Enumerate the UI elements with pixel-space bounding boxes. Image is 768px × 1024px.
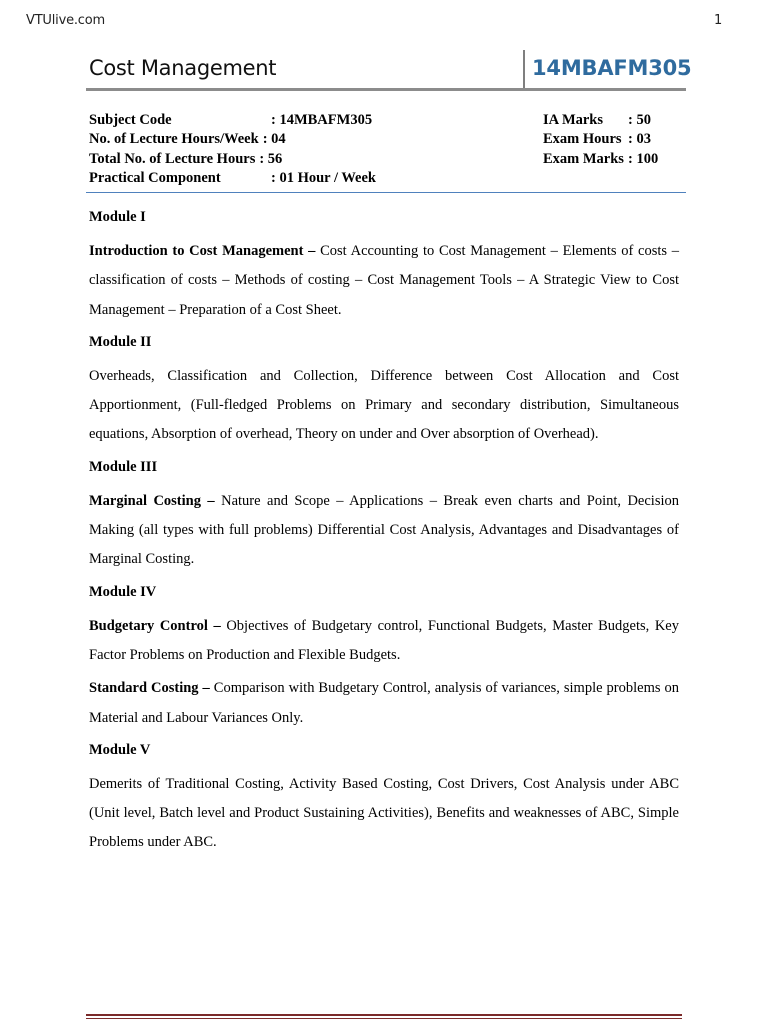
- subject-code-heading: 14MBAFM305: [532, 56, 692, 80]
- info-label: Subject Code: [89, 112, 172, 128]
- site-name: VTUlive.com: [26, 13, 105, 28]
- info-value: : 56: [259, 150, 283, 167]
- module-heading: Module II: [89, 333, 152, 350]
- info-value: : 03: [628, 131, 651, 148]
- topic-lead: Marginal Costing –: [89, 492, 215, 509]
- module-paragraph: [89, 237, 679, 325]
- topic-text: Overheads, Classification and Collection, Difference between Cost Allocation and Cost Apportionment, (Full-fledged Problems on Primary and secondary distribution, Simultaneous equations, Absorption of overhead, Theory on under and Over absorption of Overhead).: [89, 367, 679, 443]
- info-label: No. of Lecture Hours/Week: [89, 131, 259, 148]
- info-row: [89, 150, 376, 169]
- info-row: [543, 130, 658, 149]
- info-value: : 100: [628, 150, 659, 167]
- topic-text: Objectives of Budgetary control, Functional Budgets, Master Budgets, Key Factor Problems on Production and Flexible Budgets.: [89, 617, 679, 663]
- module-paragraph: [89, 770, 679, 858]
- course-info-right: [543, 111, 658, 169]
- page-number: 1: [714, 13, 723, 28]
- info-row: [543, 111, 658, 130]
- module-heading: Module V: [89, 741, 151, 758]
- module-heading: Module IV: [89, 583, 157, 600]
- footer-rule-thin: [86, 1018, 682, 1019]
- info-row: [89, 169, 376, 188]
- topic-lead: Introduction to Cost Management –: [89, 243, 316, 259]
- info-value: : 50: [628, 112, 651, 128]
- info-value: : 01 Hour / Week: [271, 169, 376, 186]
- info-label: Exam Marks: [543, 150, 624, 167]
- info-label: Total No. of Lecture Hours: [89, 150, 256, 167]
- module-paragraph: [89, 362, 679, 450]
- document-title: Cost Management: [89, 56, 277, 80]
- info-rule: [86, 192, 686, 193]
- info-label: Practical Component: [89, 169, 221, 186]
- topic-text: Cost Accounting to Cost Management – Elements of costs – classification of costs – Methods of costing – Cost Management Tools – A Strategic View to Cost Management – Preparation of a Cost Sheet.: [89, 243, 679, 318]
- topic-lead: Budgetary Control –: [89, 617, 221, 634]
- info-row: [89, 130, 376, 149]
- module-heading: Module I: [89, 209, 146, 225]
- info-label: IA Marks: [543, 112, 604, 128]
- module-paragraph: [89, 674, 679, 733]
- course-info-left: [89, 111, 376, 188]
- syllabus-body: [89, 204, 679, 862]
- footer-rule: [86, 1014, 682, 1016]
- topic-text: Nature and Scope – Applications – Break even charts and Point, Decision Making (all types with full problems) Differential Cost Analysis, Advantages and Disadvantages of Marginal Costing.: [89, 492, 679, 568]
- info-value: : 14MBAFM305: [271, 112, 373, 128]
- header-rule: [86, 88, 686, 91]
- topic-lead: Standard Costing –: [89, 680, 210, 697]
- module-paragraph: [89, 487, 679, 575]
- info-row: [543, 150, 658, 169]
- topic-text: Demerits of Traditional Costing, Activity Based Costing, Cost Drivers, Cost Analysis under ABC (Unit level, Batch level and Product Sustaining Activities), Benefits and weaknesses of ABC, Simple Problems under ABC.: [89, 775, 679, 851]
- topic-text: Comparison with Budgetary Control, analysis of variances, simple problems on Material and Labour Variances Only.: [89, 680, 679, 726]
- info-value: : 04: [262, 131, 286, 148]
- info-label: Exam Hours: [543, 131, 622, 148]
- info-row: [89, 111, 376, 130]
- header-divider: [523, 50, 525, 90]
- module-paragraph: [89, 612, 679, 671]
- module-heading: Module III: [89, 458, 158, 475]
